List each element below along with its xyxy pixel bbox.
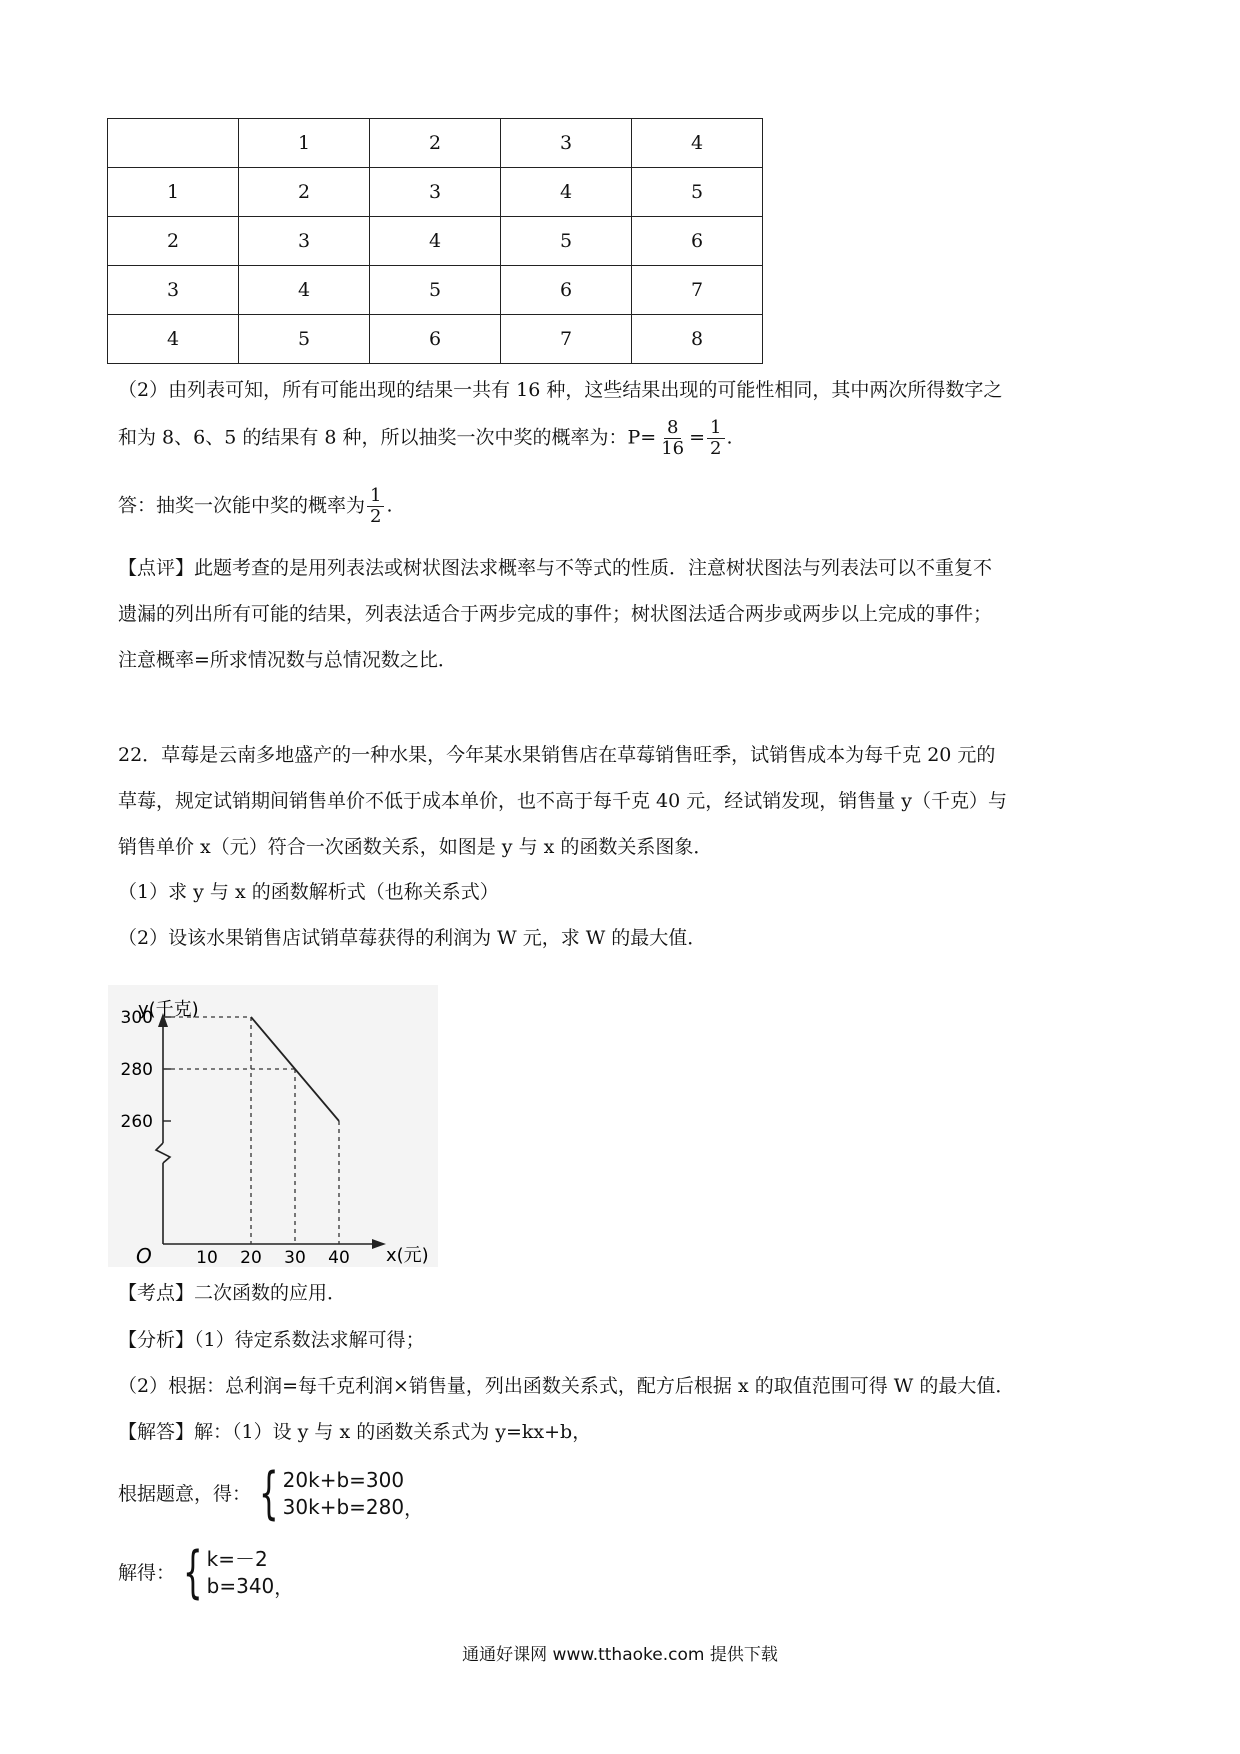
table-cell: 3 — [370, 168, 501, 217]
answer-text: 答：抽奖一次能中奖的概率为 — [118, 494, 366, 517]
table-cell: 4 — [239, 266, 370, 315]
equation-2: 30k+b=280 — [282, 1495, 405, 1519]
table-cell: 2 — [108, 217, 239, 266]
equation-system-line — [118, 1461, 424, 1526]
y-tick-label: 280 — [120, 1060, 153, 1080]
probability-result-fraction — [707, 418, 724, 459]
part2-line1: （2）由列表可知，所有可能出现的结果一共有 16 种，这些结果出现的可能性相同，其中两次所得数字之 — [118, 379, 1003, 401]
x-axis-label: x(元) — [386, 1245, 429, 1266]
sum-table — [107, 118, 763, 364]
y-axis-label: y(千克) — [138, 999, 199, 1020]
y-tick-label: 300 — [120, 1008, 153, 1028]
table-cell — [108, 119, 239, 168]
q22-line3: 销售单价 x（元）符合一次函数关系，如图是 y 与 x 的函数关系图象． — [118, 836, 713, 858]
brace-glyph: { — [183, 1540, 203, 1605]
answer-line — [118, 486, 393, 527]
q22-sub1: （1）求 y 与 x 的函数解析式（也称关系式） — [118, 881, 499, 903]
jiede-text: 解得： — [118, 1561, 176, 1584]
table-cell: 6 — [370, 315, 501, 364]
review-line1: 【点评】此题考查的是用列表法或树状图法求概率与不等式的性质．注意树状图法与列表法可以不重复不 — [118, 557, 993, 579]
fraction-numerator: 1 — [367, 486, 384, 507]
solution-b: b=340 — [206, 1574, 275, 1598]
table-cell: 1 — [108, 168, 239, 217]
table-cell: 6 — [501, 266, 632, 315]
origin-label: O — [136, 1244, 152, 1267]
table-cell: 2 — [370, 119, 501, 168]
fraction-denominator: 2 — [370, 505, 382, 527]
table-row — [108, 266, 763, 315]
period: . — [726, 426, 733, 449]
equation-1: 20k+b=300 — [282, 1468, 405, 1492]
table-cell: 1 — [239, 119, 370, 168]
table-cell: 7 — [501, 315, 632, 364]
table-cell: 2 — [239, 168, 370, 217]
part2-line2 — [118, 418, 733, 459]
review-line2: 遗漏的列出所有可能的结果，列表法适合于两步完成的事件；树状图法适合两步或两步以上完成的事件； — [118, 603, 993, 625]
q22-line1: 22．草莓是云南多地盛产的一种水果，今年某水果销售店在草莓销售旺季，试销售成本为每千克 20 元的 — [118, 744, 996, 766]
period: . — [386, 494, 393, 517]
chart-background — [108, 985, 438, 1267]
table-cell: 8 — [632, 315, 763, 364]
table-cell: 7 — [632, 266, 763, 315]
table-cell: 4 — [370, 217, 501, 266]
equation-system — [251, 1461, 405, 1526]
brace-glyph: { — [259, 1461, 279, 1526]
solutions — [207, 1546, 275, 1600]
genju-text: 根据题意，得： — [118, 1482, 252, 1505]
fraction-denominator: 2 — [710, 437, 722, 459]
table-row — [108, 168, 763, 217]
x-tick-label: 10 — [196, 1248, 218, 1267]
fraction-numerator: 8 — [664, 418, 681, 439]
fraction-numerator: 1 — [707, 418, 724, 439]
table-cell: 5 — [632, 168, 763, 217]
table-cell: 6 — [632, 217, 763, 266]
comma: ， — [404, 1498, 424, 1521]
solution-system-line — [118, 1540, 294, 1605]
x-tick-label: 30 — [284, 1248, 306, 1267]
x-tick-label: 20 — [240, 1248, 262, 1267]
table-cell: 5 — [370, 266, 501, 315]
q22-line2: 草莓，规定试销期间销售单价不低于成本单价，也不高于每千克 40 元，经试销发现，销售量 y（千克）与 — [118, 790, 1008, 812]
fraction-denominator: 16 — [661, 437, 685, 459]
y-tick-label: 260 — [120, 1112, 153, 1132]
review-line3: 注意概率=所求情况数与总情况数之比． — [118, 649, 457, 671]
footer-text: 通通好课网 www.tthaoke.com 提供下载 — [462, 1645, 778, 1665]
table-cell: 5 — [239, 315, 370, 364]
part2-line2-text: 和为 8、6、5 的结果有 8 种，所以抽奖一次中奖的概率为：P= — [118, 426, 657, 449]
table-cell: 4 — [501, 168, 632, 217]
probability-fraction — [658, 418, 687, 459]
equations — [283, 1467, 404, 1521]
solution-system — [175, 1540, 275, 1605]
function-graph — [108, 985, 438, 1267]
q22-sub2: （2）设该水果销售店试销草莓获得的利润为 W 元，求 W 的最大值． — [118, 927, 707, 949]
answer-fraction — [367, 486, 384, 527]
table-header-row — [108, 119, 763, 168]
fenxi-line2: （2）根据：总利润=每千克利润×销售量，列出函数关系式，配方后根据 x 的取值范围可得 W 的最大值． — [118, 1375, 1015, 1397]
solution-k: k=－2 — [206, 1547, 268, 1571]
jieda-line: 【解答】解：（1）设 y 与 x 的函数关系式为 y=kx+b， — [118, 1421, 592, 1443]
comma: ， — [274, 1577, 294, 1600]
table-cell: 3 — [239, 217, 370, 266]
table-cell: 4 — [108, 315, 239, 364]
table-cell: 3 — [108, 266, 239, 315]
table-row — [108, 217, 763, 266]
table-cell: 4 — [632, 119, 763, 168]
table-row — [108, 315, 763, 364]
fenxi-line1: 【分析】（1）待定系数法求解可得； — [118, 1329, 425, 1351]
x-tick-label: 40 — [328, 1248, 350, 1267]
table-cell: 3 — [501, 119, 632, 168]
equals-sign: = — [689, 426, 706, 449]
table-cell: 5 — [501, 217, 632, 266]
kaodian: 【考点】二次函数的应用． — [118, 1282, 347, 1304]
